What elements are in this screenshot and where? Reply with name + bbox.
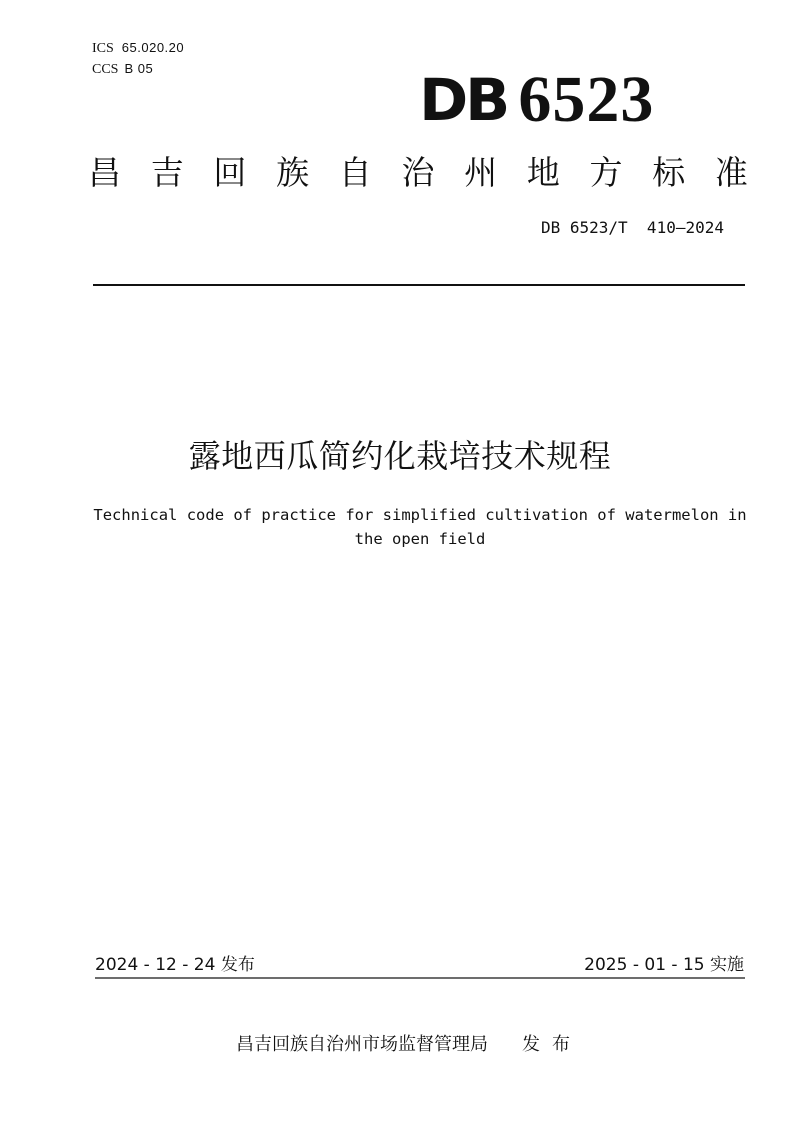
bottom-divider (95, 977, 745, 979)
implement-date: 2025 - 01 - 15 实施 (584, 955, 744, 975)
ics-row (92, 38, 184, 59)
standard-number: DB 6523/T 410—2024 (540, 218, 724, 237)
authority-char: 回 (213, 153, 247, 192)
authority-char: 地 (526, 153, 560, 192)
authority-char: 昌 (88, 153, 121, 192)
ccs-code: B 05 (124, 61, 154, 76)
classification-codes (92, 38, 184, 80)
authority-char: 治 (401, 153, 435, 192)
issuer-action: 发布 (522, 1034, 582, 1055)
authority-char: 族 (276, 153, 310, 192)
ccs-label: CCS (92, 62, 119, 77)
authority-char: 标 (652, 153, 686, 192)
authority-char: 自 (338, 153, 372, 192)
issuer-name: 昌吉回族自治州市场监督管理局 (236, 1034, 488, 1055)
top-divider (93, 284, 745, 286)
title-chinese: 露地西瓜简约化栽培技术规程 (188, 437, 612, 475)
logo-number: 6523 (518, 63, 655, 136)
title-english-line2: the open field (354, 530, 486, 548)
issuer-footer (236, 1032, 582, 1058)
title-english-line1: Technical code of practice for simplified cultivation of watermelon in (93, 506, 747, 524)
authority-char: 州 (464, 153, 498, 192)
title-english (80, 503, 760, 551)
db-logo (419, 63, 655, 136)
ccs-row (92, 59, 184, 80)
publish-date: 2024 - 12 - 24 发布 (95, 955, 255, 975)
logo-prefix: DB (419, 66, 508, 134)
ics-label: ICS (92, 41, 114, 56)
authority-char: 吉 (150, 153, 184, 192)
authority-char: 准 (714, 153, 748, 192)
authority-title (88, 150, 748, 196)
ics-code: 65.020.20 (121, 40, 185, 55)
authority-char: 方 (589, 153, 623, 192)
